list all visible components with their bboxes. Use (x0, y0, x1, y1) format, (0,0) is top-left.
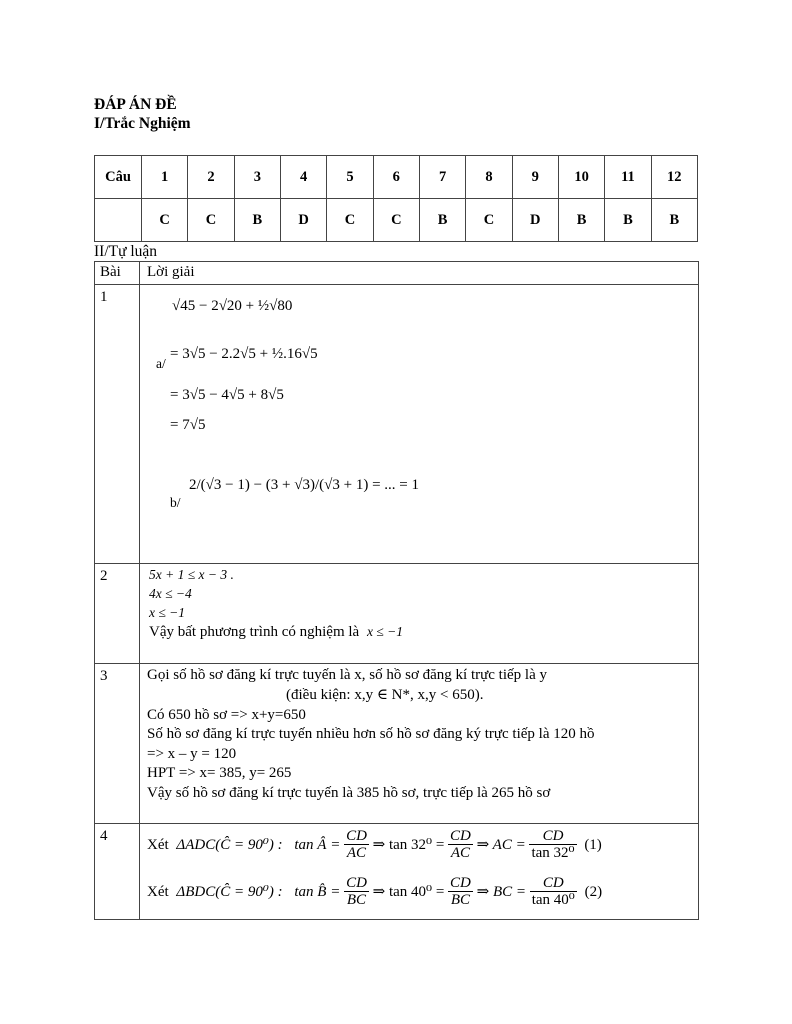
numerator: CD (529, 828, 576, 845)
question-cell: 9 (512, 156, 558, 199)
row-divider (94, 823, 699, 824)
bai4-xet-2: Xét (147, 883, 169, 900)
question-cell: 5 (327, 156, 373, 199)
part2-title: II/Tự luận (94, 243, 158, 260)
answer-cell: D (512, 199, 558, 242)
bai1-b-line: 2/(√3 − 1) − (3 + √3)/(√3 + 1) = ... = 1 (189, 477, 420, 493)
question-cell: 10 (558, 156, 604, 199)
question-cell: 7 (419, 156, 465, 199)
bai2-line2: 4x ≤ −4 (149, 586, 192, 601)
answer-cell: B (558, 199, 604, 242)
bai4-frac-cd-ac (344, 828, 369, 861)
numerator: CD (450, 828, 471, 844)
question-cell: 8 (466, 156, 512, 199)
col-header-loigiai: Lời giải (147, 264, 195, 280)
heading: ĐÁP ÁN ĐỀ (94, 96, 177, 113)
answer-cell: B (234, 199, 280, 242)
bai3-line5: => x – y = 120 (147, 746, 237, 762)
bai4-number: 4 (100, 828, 108, 844)
bai1-a-label: a/ (156, 356, 166, 371)
bai2-line1: 5x + 1 ≤ x − 3 . (149, 567, 234, 582)
bai2-conclusion-text: Vậy bất phương trình có nghiệm là (149, 624, 360, 640)
bai4-ac-eq: ⇒ AC = (476, 836, 526, 853)
bai1-a-line2: = 3√5 − 2.2√5 + ½.16√5 (170, 346, 318, 362)
bai4-triangle-adc: ΔADC(Ĉ = 90⁰) : (176, 836, 283, 853)
bai3-number: 3 (100, 668, 108, 684)
bai4-tan32: ⇒ tan 32⁰ = (372, 836, 445, 853)
answer-cell: C (466, 199, 512, 242)
bai4-tan40: ⇒ tan 40⁰ = (372, 883, 445, 900)
row-divider (94, 663, 699, 664)
question-cell: 4 (280, 156, 326, 199)
multiple-choice-table (94, 155, 698, 242)
numerator: CD (346, 828, 367, 844)
bai3-line4: Số hồ sơ đăng kí trực tuyến nhiều hơn số hồ sơ đăng ký trực tiếp là 120 hồ (147, 726, 595, 742)
numerator: CD (530, 875, 577, 892)
bai4-frac-cd-bc-2 (448, 875, 473, 908)
denominator: BC (450, 892, 471, 908)
solutions-table (94, 261, 699, 920)
bai1-number: 1 (100, 289, 108, 305)
title-block (94, 95, 191, 133)
bai4-tan-a: tan Â = (294, 836, 341, 853)
bai4-row1 (147, 828, 602, 861)
bai1-b-label: b/ (170, 495, 181, 510)
bai3-line3: Có 650 hồ sơ => x+y=650 (147, 707, 306, 723)
answer-cell: C (142, 199, 188, 242)
answer-cell: D (280, 199, 326, 242)
answer-cell: C (188, 199, 234, 242)
question-cell: 3 (234, 156, 280, 199)
bai4-frac-cd-tan32 (529, 828, 576, 861)
bai4-row2 (147, 875, 602, 908)
denominator: BC (346, 892, 367, 908)
bai2-line3: x ≤ −1 (149, 605, 186, 620)
bai4-frac-cd-tan40 (530, 875, 577, 908)
denominator: tan 32⁰ (531, 845, 575, 861)
bai4-frac-cd-ac-2 (448, 828, 473, 861)
part1-title: I/Trắc Nghiệm (94, 115, 191, 132)
question-cell: 12 (651, 156, 697, 199)
numerator: CD (346, 875, 367, 891)
answer-cell: B (605, 199, 651, 242)
answer-cell: C (327, 199, 373, 242)
bai4-ref1: (1) (584, 836, 602, 853)
bai3-line7: Vậy số hồ sơ đăng kí trực tuyến là 385 hồ sơ, trực tiếp là 265 hồ sơ (147, 785, 551, 801)
bai3-line6: HPT => x= 385, y= 265 (147, 765, 292, 781)
bai4-ref2: (2) (584, 883, 603, 900)
denominator: AC (346, 845, 367, 861)
row-divider (94, 284, 699, 285)
numerator: CD (450, 875, 471, 891)
bai4-tan-b: tan B̂ = (294, 883, 341, 900)
bai1-a-line3: = 3√5 − 4√5 + 8√5 (170, 387, 284, 403)
question-row (95, 156, 698, 199)
row-divider (94, 563, 699, 564)
header-cell: Câu (95, 156, 142, 199)
bai3-line1: Gọi số hồ sơ đăng kí trực tuyến là x, số hồ sơ đăng kí trực tiếp là y (147, 667, 547, 683)
col-header-bai: Bài (100, 264, 121, 280)
bai4-frac-cd-bc (344, 875, 369, 908)
empty-cell (95, 199, 142, 242)
column-divider (139, 261, 140, 920)
bai2-line4 (149, 623, 403, 641)
denominator: AC (450, 845, 471, 861)
bai1-a-line1: √45 − 2√20 + ½√80 (172, 298, 293, 314)
bai2-conclusion-math: x ≤ −1 (366, 624, 403, 639)
answer-cell: B (419, 199, 465, 242)
bai4-xet: Xét (147, 836, 169, 853)
bai2-number: 2 (100, 568, 108, 584)
question-cell: 2 (188, 156, 234, 199)
answer-row (95, 199, 698, 242)
bai4-bc-eq: ⇒ BC = (476, 883, 526, 900)
bai1-a-line4: = 7√5 (170, 417, 206, 433)
question-cell: 1 (142, 156, 188, 199)
answer-cell: C (373, 199, 419, 242)
question-cell: 6 (373, 156, 419, 199)
denominator: tan 40⁰ (531, 892, 575, 908)
question-cell: 11 (605, 156, 651, 199)
answer-cell: B (651, 199, 697, 242)
bai3-line2: (điều kiện: x,y ∈ N*, x,y < 650). (286, 687, 484, 703)
bai4-triangle-bdc: ΔBDC(Ĉ = 90⁰) : (176, 883, 283, 900)
